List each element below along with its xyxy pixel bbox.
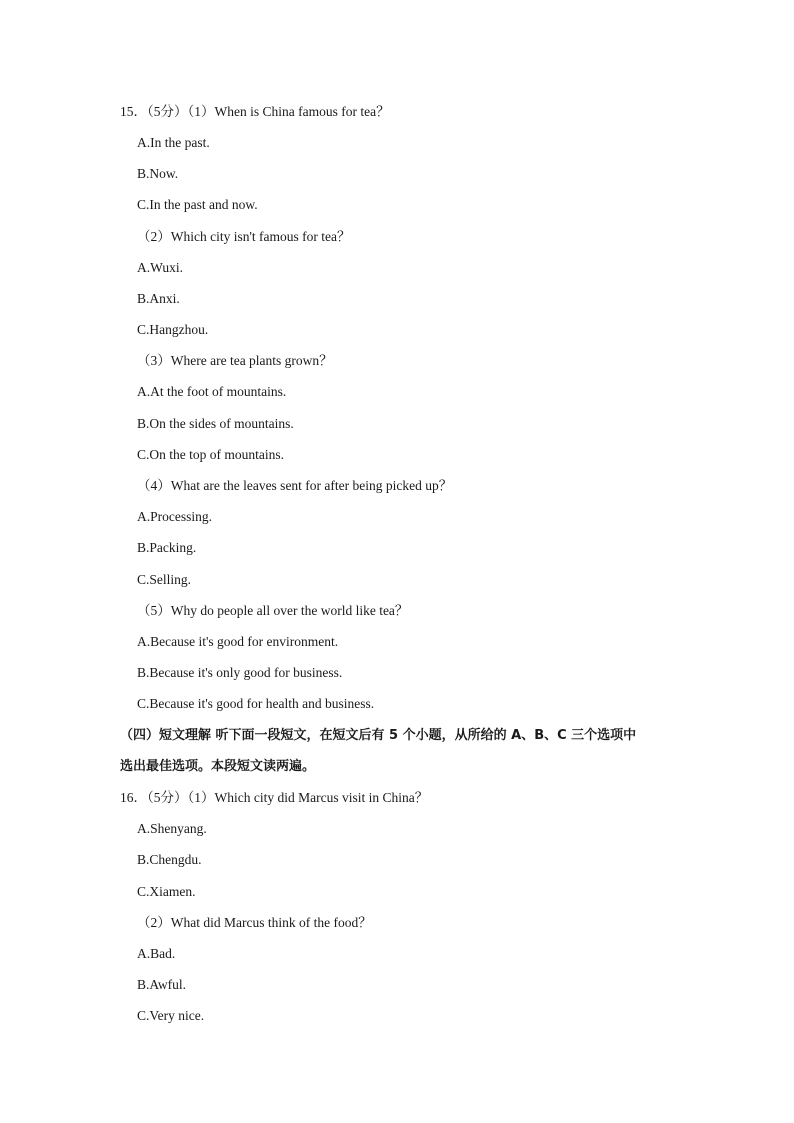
q16-1-option-c: C.Xiamen. — [137, 884, 196, 899]
q15-2-option-c: C.Hangzhou. — [137, 322, 209, 337]
q15-1-option-a: A.In the past. — [137, 135, 210, 150]
q15-5-option-c: C.Because it's good for health and business. — [137, 696, 375, 711]
q15-5-option-a: A.Because it's good for environment. — [137, 634, 339, 649]
q15-4-option-c: C.Selling. — [137, 572, 192, 587]
q15-1-option-b: B.Now. — [137, 166, 179, 181]
q15-4-option-b: B.Packing. — [137, 540, 197, 555]
q16-2-question: （2）What did Marcus think of the food？ — [137, 915, 372, 930]
q15-2-option-a: A.Wuxi. — [137, 260, 183, 275]
q15-4-question: （4）What are the leaves sent for after being picked up？ — [137, 478, 453, 493]
q15-heading: 15．（5分）（1）When is China famous for tea？ — [120, 104, 390, 119]
q15-3-option-a: A.At the foot of mountains. — [137, 384, 287, 399]
section-4-instructions-line-1: （四）短文理解 听下面一段短文，在短文后有 5 个小题，从所给的 A、B、C 三个选项中 — [120, 728, 637, 743]
q16-1-option-b: B.Chengdu. — [137, 852, 202, 867]
q15-5-question: （5）Why do people all over the world like tea？ — [137, 603, 409, 618]
q15-3-option-c: C.On the top of mountains. — [137, 447, 284, 462]
q16-2-option-b: B.Awful. — [137, 977, 187, 992]
q15-4-option-a: A.Processing. — [137, 509, 212, 524]
q16-1-option-a: A.Shenyang. — [137, 821, 207, 836]
q15-5-option-b: B.Because it's only good for business. — [137, 665, 343, 680]
q16-2-option-c: C.Very nice. — [137, 1008, 205, 1023]
q15-3-option-b: B.On the sides of mountains. — [137, 416, 294, 431]
q15-3-question: （3）Where are tea plants grown？ — [137, 353, 333, 368]
q15-2-question: （2）Which city isn't famous for tea？ — [137, 229, 351, 244]
q15-1-option-c: C.In the past and now. — [137, 197, 258, 212]
section-4-instructions-line-2: 选出最佳选项。本段短文读两遍。 — [120, 759, 316, 774]
q16-heading: 16．（5分）（1）Which city did Marcus visit in China？ — [120, 790, 429, 805]
q15-2-option-b: B.Anxi. — [137, 291, 180, 306]
q16-2-option-a: A.Bad. — [137, 946, 176, 961]
